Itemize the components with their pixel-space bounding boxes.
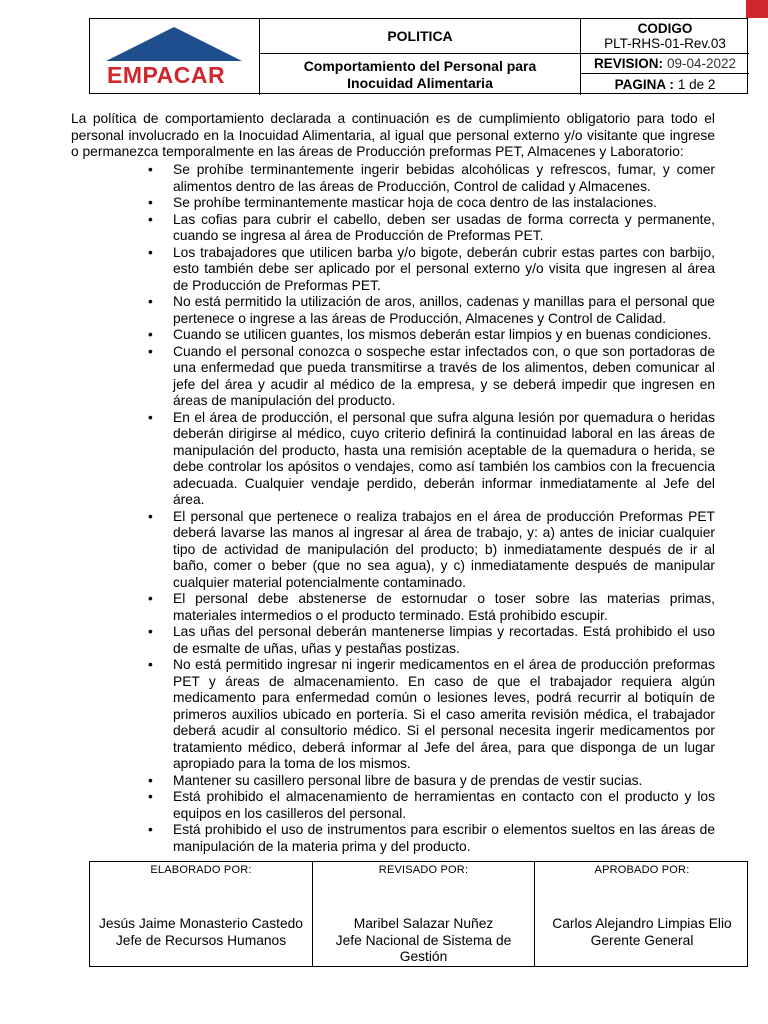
page-row bbox=[581, 74, 749, 95]
bullet-icon: • bbox=[148, 294, 153, 309]
bullet-icon: • bbox=[148, 162, 153, 177]
revision-date: 09-04-2022 bbox=[666, 56, 737, 71]
policy-rule-text: Está prohibido el uso de instrumentos para escribir o elementos sueltos en las áreas de manipulación de la materia prima y del producto. bbox=[173, 822, 715, 854]
policy-rule-item bbox=[146, 162, 715, 195]
policy-rule-text: Las uñas del personal deberán mantenerse limpias y recortadas. Está prohibido el uso de esmalte de uñas, uñas y pestañas postizas. bbox=[173, 624, 715, 656]
signature-cell bbox=[90, 862, 312, 966]
policy-rules-list bbox=[146, 162, 715, 855]
bullet-icon: • bbox=[148, 822, 153, 837]
policy-rule-text: Mantener su casillero personal libre de basura y de prendas de vestir sucias. bbox=[173, 772, 643, 788]
signature-cell bbox=[534, 862, 749, 966]
bullet-icon: • bbox=[148, 409, 153, 425]
logo-triangle-icon bbox=[106, 25, 242, 63]
signatory-position: Gerente General bbox=[590, 932, 694, 948]
signatory-position: Jefe de Recursos Humanos bbox=[115, 932, 287, 948]
signature-role-label: ELABORADO POR: bbox=[150, 864, 252, 876]
signatory-block bbox=[539, 916, 745, 949]
signatory-position: Jefe Nacional de Sistema de Gestión bbox=[335, 932, 512, 964]
policy-rule-text: El personal debe abstenerse de estornudar o toser sobre las materias primas, materiales intermedios o el producto terminado. Está prohibido escupir. bbox=[173, 591, 715, 623]
policy-rule-text: Se prohíbe terminantemente ingerir bebidas alcohólicas y refrescos, fumar, y comer alimentos dentro de las áreas de Producción, Control de calidad y Almacenes. bbox=[173, 162, 715, 194]
bullet-icon: • bbox=[148, 195, 153, 210]
policy-rule-item bbox=[146, 195, 715, 212]
signature-role-label: APROBADO POR: bbox=[594, 864, 690, 876]
policy-rule-item bbox=[146, 245, 715, 295]
company-logo bbox=[90, 19, 260, 95]
signatory-name: Carlos Alejandro Limpias Elio bbox=[552, 916, 732, 931]
document-type: POLITICA bbox=[260, 19, 581, 54]
signatory-name: Maribel Salazar Nuñez bbox=[353, 916, 494, 931]
page-number: 1 de 2 bbox=[677, 77, 716, 92]
policy-rule-text: En el área de producción, el personal que sufra alguna lesión por quemadura o heridas deberán dirigirse al médico, cuyo criterio definirá la continuidad laboral en las áreas de manipulación del producto, hasta una remisión aceptable de la quemadura o herida, se debe controlar los apósitos o vendajes, como así también los cambios con la frecuencia adecuada. Cualquier vendaje perdido, deberán informar inmediatamente al Jefe del área. bbox=[173, 409, 715, 507]
policy-rule-text: El personal que pertenece o realiza trabajos en el área de producción Preformas PET deberá lavarse las manos al ingresar al área de trabajo, y: a) antes de iniciar cualquier tipo de actividad de manipulación del producto; b) inmediatamente después de ir al baño, comer o beber (que no sea agua), y c) inmediatamente después de manipular cualquier material potencialmente contaminado. bbox=[173, 508, 715, 590]
revision-label: REVISION: bbox=[593, 56, 663, 71]
bullet-icon: • bbox=[148, 244, 153, 260]
policy-rule-text: No está permitido ingresar ni ingerir medicamentos en el área de producción preformas PET y áreas de almacenamiento. En caso de que el trabajador requiera algún medicamento para enfermedad común o lesiones leves, podrá recurrir al botiquín de primeros auxilios ubicado en portería. Si el caso amerita revisión médica, el trabajador deberá acudir al consultorio médico. Si el personal necesita ingerir medicamentos por tratamiento médico, deberá informar al Jefe del área, para que disponga de un lugar apropiado para la toma de los mismos. bbox=[173, 657, 715, 771]
signatory-block bbox=[317, 916, 530, 966]
policy-rule-text: No está permitido la utilización de aros, anillos, cadenas y manillas para el personal que pertenece o ingrese a las áreas de Producción, Almacenes y Control de Calidad. bbox=[173, 294, 715, 326]
code-value: PLT-RHS-01-Rev.03 bbox=[604, 36, 726, 51]
revision-row bbox=[581, 54, 749, 74]
policy-rule-text: Las cofias para cubrir el cabello, deben ser usadas de forma correcta y permanente, cuando se ingresa al área de Producción de Preformas PET. bbox=[173, 211, 715, 243]
bullet-icon: • bbox=[148, 591, 153, 606]
policy-rule-item bbox=[146, 509, 715, 592]
logo-brand-text: EMPACAR bbox=[107, 62, 226, 88]
policy-rule-text: Está prohibido el almacenamiento de herramientas en contacto con el producto y los equipos en los casilleros del personal. bbox=[173, 789, 715, 821]
policy-rule-text: Cuando se utilicen guantes, los mismos deberán estar limpios y en buenas condiciones. bbox=[173, 327, 712, 342]
document-title: Comportamiento del Personal para Inocuidad Alimentaria bbox=[260, 54, 581, 95]
signatory-name: Jesús Jaime Monasterio Castedo bbox=[99, 916, 303, 931]
signature-table bbox=[89, 861, 748, 967]
policy-rule-item bbox=[146, 822, 715, 855]
document-code bbox=[581, 19, 749, 54]
signature-role-label: REVISADO POR: bbox=[378, 864, 469, 876]
document-header bbox=[89, 18, 748, 94]
bullet-icon: • bbox=[148, 657, 153, 672]
policy-rule-item bbox=[146, 591, 715, 624]
bullet-icon: • bbox=[148, 327, 153, 342]
policy-rule-text: Cuando el personal conozca o sospeche estar infectados con, o que son portadoras de una enfermedad que pueda transmitirse a través de los alimentos, deben comunicar al jefe del área y acudir al médico de la empresa, y se deberá impedir que ingresen en áreas de manipulación del producto. bbox=[173, 343, 715, 408]
policy-rule-item bbox=[146, 624, 715, 657]
page-label: PAGINA : bbox=[614, 77, 674, 92]
bullet-icon: • bbox=[148, 211, 153, 227]
intro-paragraph: La política de comportamiento declarada a continuación es de cumplimiento obligatorio para todo el personal involucrado en la Inocuidad Alimentaria, al igual que personal externo y/o visitante que ingrese o permanezca temporalmente en las áreas de Producción preformas PET, Almacenes y Laboratorio: bbox=[71, 111, 715, 159]
policy-rule-item bbox=[146, 657, 715, 773]
policy-rule-item bbox=[146, 789, 715, 822]
policy-rule-item bbox=[146, 773, 715, 790]
policy-rule-item bbox=[146, 294, 715, 327]
bullet-icon: • bbox=[148, 343, 153, 359]
policy-rule-text: Se prohíbe terminantemente masticar hoja de coca dentro de las instalaciones. bbox=[173, 195, 657, 210]
bullet-icon: • bbox=[148, 772, 153, 788]
policy-rule-text: Los trabajadores que utilicen barba y/o bigote, deberán cubrir estas partes con barbijo, esto también debe ser aplicado por el personal externo y/o visita que ingresen al área de Producción de Preformas PET. bbox=[173, 244, 715, 293]
bullet-icon: • bbox=[148, 624, 153, 639]
policy-rule-item bbox=[146, 344, 715, 410]
bullet-icon: • bbox=[148, 508, 153, 524]
policy-rule-item bbox=[146, 327, 715, 344]
bullet-icon: • bbox=[148, 789, 153, 804]
policy-rule-item bbox=[146, 212, 715, 245]
policy-rule-item bbox=[146, 410, 715, 509]
signature-cell bbox=[312, 862, 534, 966]
corner-color-tab bbox=[746, 0, 768, 18]
revision-block bbox=[581, 54, 749, 95]
code-label: CODIGO bbox=[637, 21, 693, 36]
signatory-block bbox=[94, 916, 308, 949]
